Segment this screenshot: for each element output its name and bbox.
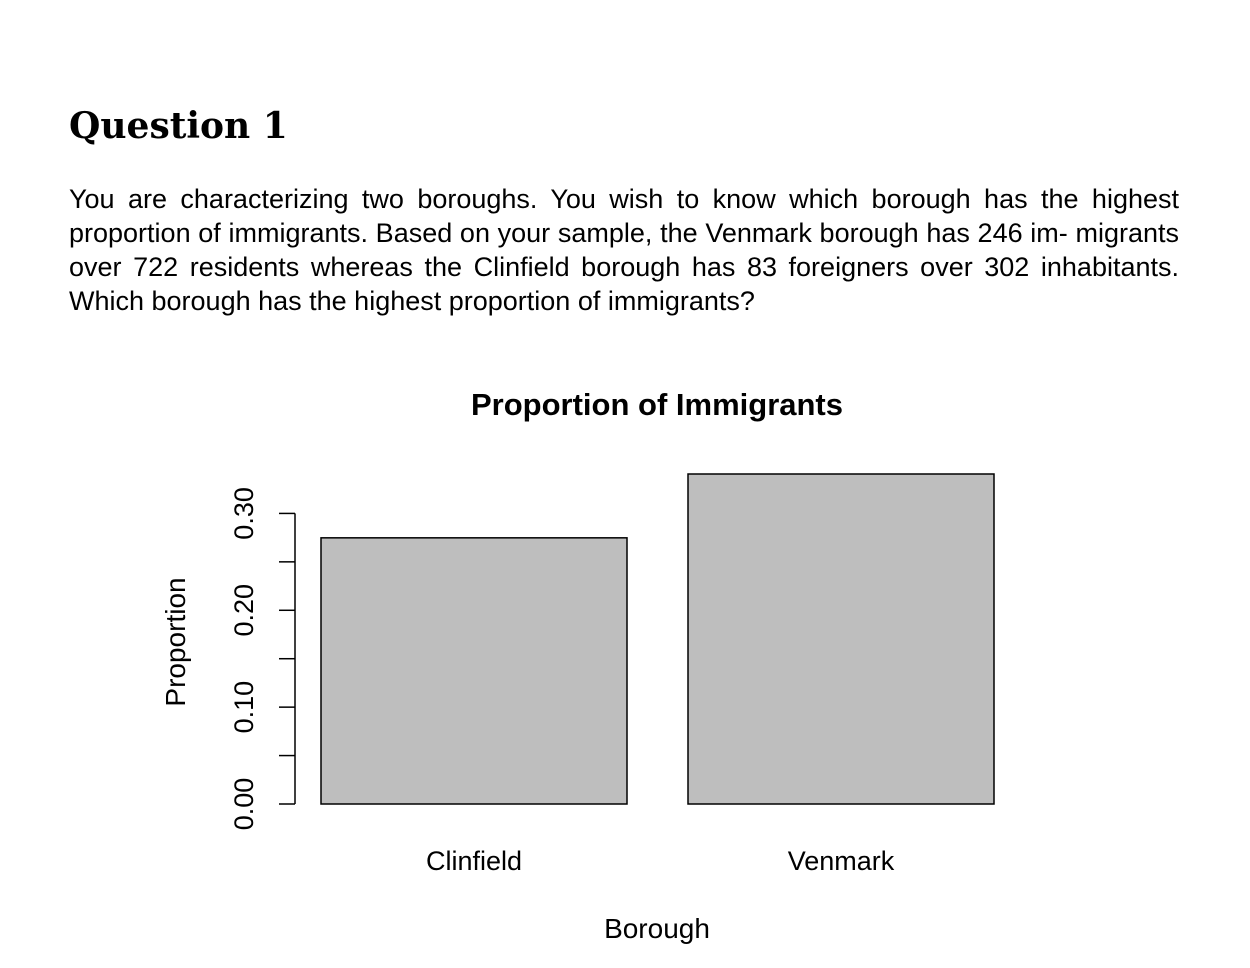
- x-axis-label: Borough: [604, 913, 710, 944]
- question-text: You are characterizing two boroughs. You wish to know which borough has the highest proportion of immigrants. Based on your sample, the Venmark borough has 246 im- migrants over 722 residents whereas the Clinfield borough has 83 foreigners over 302 inhabitants. Which borough has the highest proportion of immigrants?: [69, 184, 1179, 316]
- y-tick-label: 0.20: [229, 583, 259, 637]
- y-axis: [229, 487, 295, 830]
- bar-series: [321, 474, 994, 876]
- x-category-label: Venmark: [787, 846, 895, 876]
- y-axis-label: Proportion: [160, 577, 191, 707]
- bar-venmark: [688, 474, 994, 804]
- question-heading: Question 1: [69, 105, 288, 147]
- x-category-label: Clinfield: [425, 846, 523, 876]
- y-tick-label: 0.30: [229, 487, 259, 540]
- bar-clinfield: [321, 538, 627, 804]
- y-tick-label: 0.00: [229, 777, 259, 831]
- chart-title: Proportion of Immigrants: [471, 387, 843, 422]
- y-tick-label: 0.10: [229, 680, 259, 734]
